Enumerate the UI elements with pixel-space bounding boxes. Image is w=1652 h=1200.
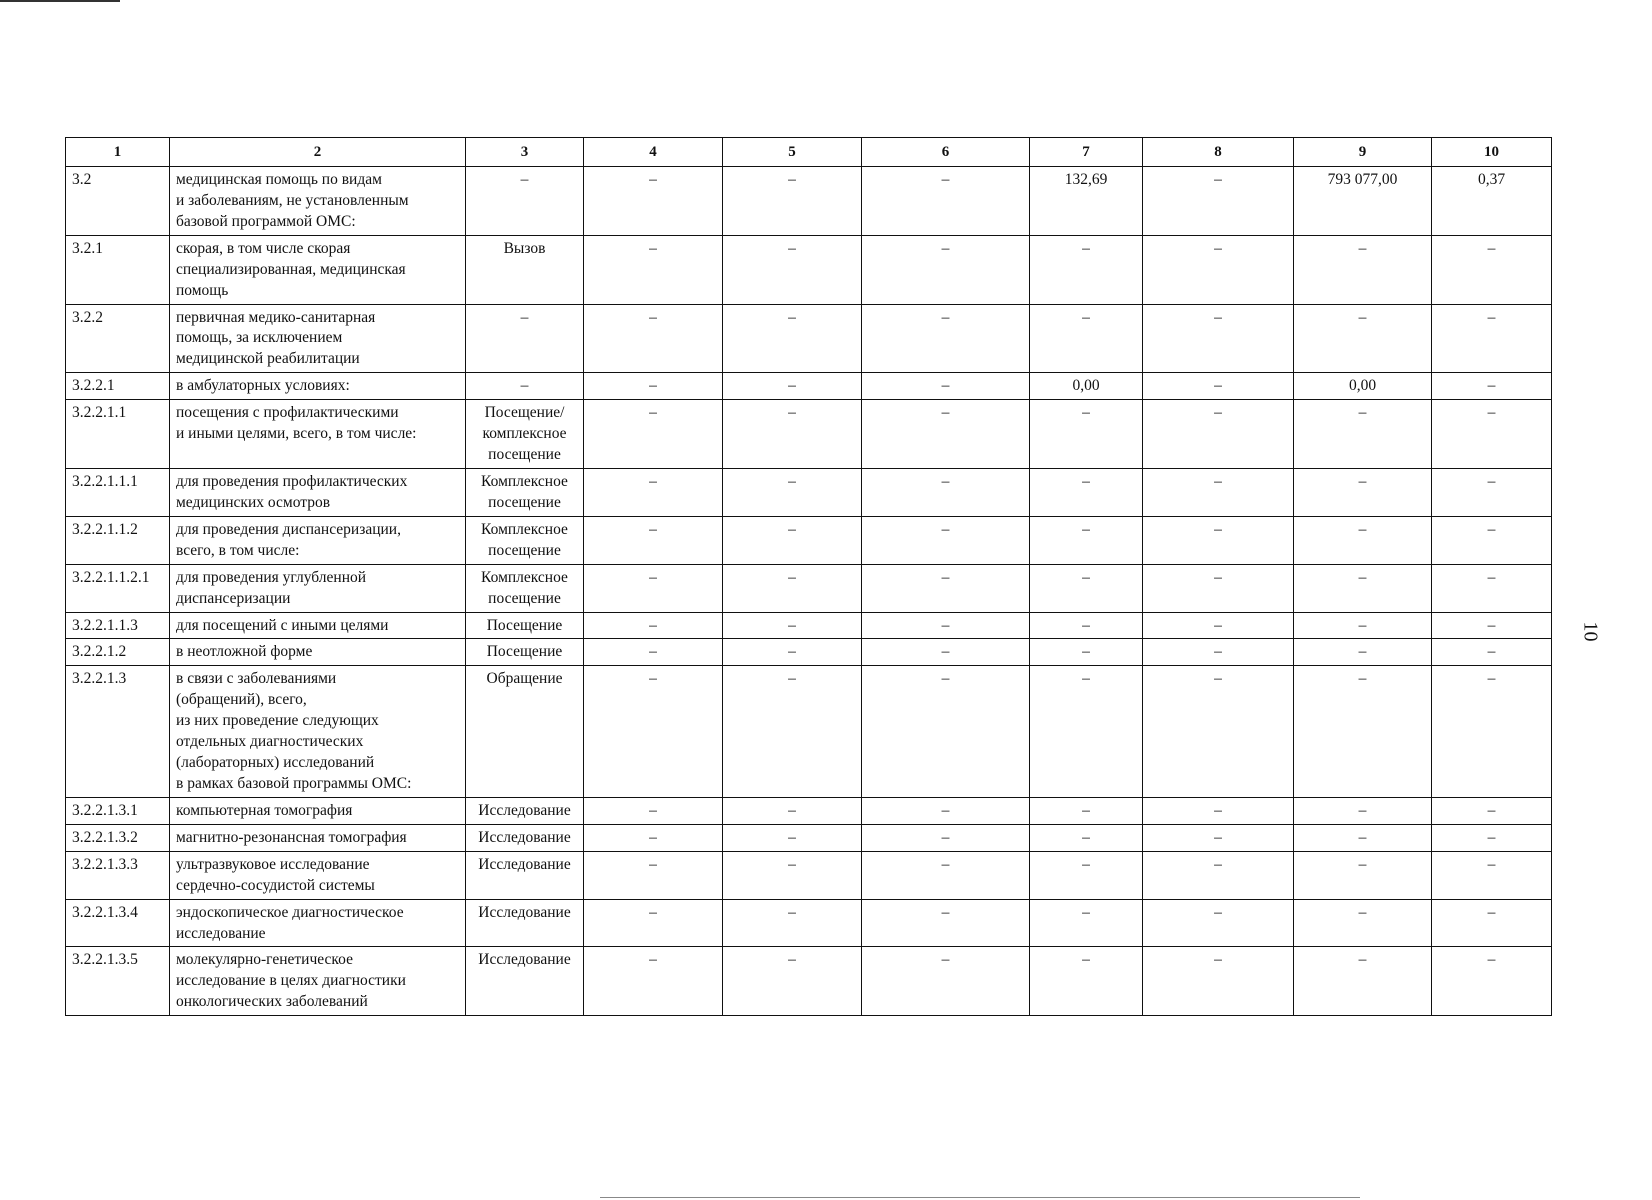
data-table <box>65 137 1552 1016</box>
page-number: 10 <box>1579 621 1602 642</box>
row-value-col-10: – <box>1432 468 1552 516</box>
row-value-col-10: – <box>1432 235 1552 304</box>
row-value-col-6: – <box>862 899 1030 947</box>
row-unit: Комплексное посещение <box>466 468 584 516</box>
row-value-col-9: 793 077,00 <box>1294 167 1432 236</box>
row-value-col-10: – <box>1432 304 1552 373</box>
row-code: 3.2.2 <box>66 304 170 373</box>
row-code: 3.2.2.1.3 <box>66 666 170 798</box>
table-row <box>66 851 1552 899</box>
row-value-col-6: – <box>862 564 1030 612</box>
table-row <box>66 400 1552 469</box>
row-value-col-8: – <box>1143 824 1294 851</box>
row-value-col-9: – <box>1294 851 1432 899</box>
column-header-9: 9 <box>1294 138 1432 167</box>
row-value-col-8: – <box>1143 564 1294 612</box>
row-value-col-5: – <box>723 851 862 899</box>
row-value-col-5: – <box>723 797 862 824</box>
row-value-col-8: – <box>1143 235 1294 304</box>
row-code: 3.2.2.1.2 <box>66 639 170 666</box>
row-value-col-10: – <box>1432 899 1552 947</box>
row-value-col-10: 0,37 <box>1432 167 1552 236</box>
row-value-col-6: – <box>862 797 1030 824</box>
row-value-col-10: – <box>1432 639 1552 666</box>
row-value-col-7: – <box>1030 304 1143 373</box>
row-unit: – <box>466 304 584 373</box>
row-value-col-6: – <box>862 373 1030 400</box>
row-value-col-7: – <box>1030 666 1143 798</box>
row-value-col-4: – <box>584 639 723 666</box>
column-header-1: 1 <box>66 138 170 167</box>
row-value-col-4: – <box>584 468 723 516</box>
row-value-col-10: – <box>1432 373 1552 400</box>
table-row <box>66 666 1552 798</box>
row-value-col-7: – <box>1030 564 1143 612</box>
row-name: первичная медико-санитарная помощь, за исключением медицинской реабилитации <box>170 304 466 373</box>
row-code: 3.2.2.1.3.1 <box>66 797 170 824</box>
table-row <box>66 639 1552 666</box>
row-value-col-9: – <box>1294 400 1432 469</box>
row-name: в амбулаторных условиях: <box>170 373 466 400</box>
row-value-col-5: – <box>723 235 862 304</box>
row-value-col-9: – <box>1294 824 1432 851</box>
table-row <box>66 564 1552 612</box>
row-value-col-8: – <box>1143 400 1294 469</box>
row-name: магнитно-резонансная томография <box>170 824 466 851</box>
table-row <box>66 468 1552 516</box>
row-code: 3.2.2.1.1.2.1 <box>66 564 170 612</box>
row-value-col-4: – <box>584 797 723 824</box>
column-header-6: 6 <box>862 138 1030 167</box>
table-row <box>66 373 1552 400</box>
row-value-col-8: – <box>1143 612 1294 639</box>
table-row <box>66 899 1552 947</box>
row-value-col-4: – <box>584 400 723 469</box>
table-row <box>66 516 1552 564</box>
column-header-8: 8 <box>1143 138 1294 167</box>
row-value-col-8: – <box>1143 797 1294 824</box>
row-value-col-6: – <box>862 666 1030 798</box>
row-value-col-6: – <box>862 947 1030 1016</box>
scan-artifact-line <box>600 1197 1360 1198</box>
row-name: для проведения профилактических медицинских осмотров <box>170 468 466 516</box>
row-value-col-5: – <box>723 304 862 373</box>
row-code: 3.2.2.1.1.1 <box>66 468 170 516</box>
column-header-4: 4 <box>584 138 723 167</box>
row-code: 3.2.2.1.3.4 <box>66 899 170 947</box>
column-header-3: 3 <box>466 138 584 167</box>
row-value-col-8: – <box>1143 516 1294 564</box>
table-row <box>66 304 1552 373</box>
row-value-col-10: – <box>1432 851 1552 899</box>
row-value-col-8: – <box>1143 639 1294 666</box>
row-value-col-5: – <box>723 468 862 516</box>
row-name: для посещений с иными целями <box>170 612 466 639</box>
row-code: 3.2.2.1.1.2 <box>66 516 170 564</box>
column-header-5: 5 <box>723 138 862 167</box>
row-unit: Исследование <box>466 947 584 1016</box>
row-value-col-5: – <box>723 899 862 947</box>
row-unit: Комплексное посещение <box>466 564 584 612</box>
row-code: 3.2.2.1 <box>66 373 170 400</box>
row-code: 3.2.2.1.3.5 <box>66 947 170 1016</box>
row-value-col-5: – <box>723 564 862 612</box>
row-unit: Посещение/ комплексное посещение <box>466 400 584 469</box>
row-code: 3.2 <box>66 167 170 236</box>
row-value-col-6: – <box>862 851 1030 899</box>
row-value-col-6: – <box>862 824 1030 851</box>
row-value-col-9: – <box>1294 468 1432 516</box>
row-unit: Посещение <box>466 639 584 666</box>
row-value-col-6: – <box>862 468 1030 516</box>
row-value-col-10: – <box>1432 516 1552 564</box>
row-unit: Комплексное посещение <box>466 516 584 564</box>
row-value-col-9: – <box>1294 564 1432 612</box>
row-value-col-4: – <box>584 516 723 564</box>
scan-artifact-line <box>0 0 120 2</box>
column-header-10: 10 <box>1432 138 1552 167</box>
row-name: для проведения углубленной диспансеризации <box>170 564 466 612</box>
row-name: для проведения диспансеризации, всего, в том числе: <box>170 516 466 564</box>
row-value-col-7: – <box>1030 851 1143 899</box>
row-value-col-5: – <box>723 666 862 798</box>
row-value-col-10: – <box>1432 797 1552 824</box>
row-value-col-7: – <box>1030 516 1143 564</box>
table-row <box>66 947 1552 1016</box>
row-value-col-7: – <box>1030 235 1143 304</box>
row-code: 3.2.2.1.1 <box>66 400 170 469</box>
table-row <box>66 797 1552 824</box>
row-value-col-8: – <box>1143 947 1294 1016</box>
column-header-7: 7 <box>1030 138 1143 167</box>
row-name: компьютерная томография <box>170 797 466 824</box>
row-unit: Вызов <box>466 235 584 304</box>
row-value-col-6: – <box>862 612 1030 639</box>
row-value-col-5: – <box>723 400 862 469</box>
row-value-col-5: – <box>723 612 862 639</box>
row-name: эндоскопическое диагностическое исследование <box>170 899 466 947</box>
row-code: 3.2.2.1.3.2 <box>66 824 170 851</box>
row-value-col-7: – <box>1030 824 1143 851</box>
row-value-col-9: – <box>1294 666 1432 798</box>
row-value-col-5: – <box>723 373 862 400</box>
table-body <box>66 167 1552 1016</box>
row-value-col-6: – <box>862 304 1030 373</box>
row-value-col-8: – <box>1143 373 1294 400</box>
row-unit: – <box>466 373 584 400</box>
row-value-col-8: – <box>1143 468 1294 516</box>
row-value-col-5: – <box>723 824 862 851</box>
row-value-col-4: – <box>584 167 723 236</box>
row-unit: Посещение <box>466 612 584 639</box>
table-row <box>66 167 1552 236</box>
row-value-col-4: – <box>584 564 723 612</box>
row-value-col-9: – <box>1294 235 1432 304</box>
row-value-col-10: – <box>1432 612 1552 639</box>
row-unit: Исследование <box>466 851 584 899</box>
row-value-col-4: – <box>584 235 723 304</box>
row-name: скорая, в том числе скорая специализированная, медицинская помощь <box>170 235 466 304</box>
row-code: 3.2.1 <box>66 235 170 304</box>
row-value-col-9: – <box>1294 639 1432 666</box>
row-value-col-10: – <box>1432 824 1552 851</box>
column-header-2: 2 <box>170 138 466 167</box>
row-value-col-7: – <box>1030 612 1143 639</box>
row-value-col-5: – <box>723 516 862 564</box>
row-value-col-9: – <box>1294 947 1432 1016</box>
row-value-col-6: – <box>862 235 1030 304</box>
row-value-col-9: 0,00 <box>1294 373 1432 400</box>
table-row <box>66 612 1552 639</box>
row-code: 3.2.2.1.3.3 <box>66 851 170 899</box>
row-value-col-4: – <box>584 612 723 639</box>
row-value-col-4: – <box>584 666 723 798</box>
row-name: посещения с профилактическими и иными целями, всего, в том числе: <box>170 400 466 469</box>
row-value-col-5: – <box>723 947 862 1016</box>
row-value-col-4: – <box>584 373 723 400</box>
row-unit: – <box>466 167 584 236</box>
row-value-col-5: – <box>723 639 862 666</box>
row-value-col-9: – <box>1294 797 1432 824</box>
row-value-col-8: – <box>1143 666 1294 798</box>
row-value-col-7: – <box>1030 947 1143 1016</box>
row-value-col-9: – <box>1294 304 1432 373</box>
row-value-col-4: – <box>584 851 723 899</box>
row-value-col-6: – <box>862 167 1030 236</box>
row-unit: Обращение <box>466 666 584 798</box>
row-value-col-4: – <box>584 899 723 947</box>
row-name: ультразвуковое исследование сердечно-сосудистой системы <box>170 851 466 899</box>
row-code: 3.2.2.1.1.3 <box>66 612 170 639</box>
row-value-col-9: – <box>1294 899 1432 947</box>
row-value-col-9: – <box>1294 612 1432 639</box>
row-value-col-7: – <box>1030 797 1143 824</box>
row-name: молекулярно-генетическое исследование в целях диагностики онкологических заболеваний <box>170 947 466 1016</box>
row-value-col-7: – <box>1030 899 1143 947</box>
row-value-col-7: – <box>1030 468 1143 516</box>
row-value-col-7: – <box>1030 400 1143 469</box>
row-value-col-4: – <box>584 304 723 373</box>
row-value-col-10: – <box>1432 400 1552 469</box>
row-name: в неотложной форме <box>170 639 466 666</box>
table-row <box>66 824 1552 851</box>
row-unit: Исследование <box>466 824 584 851</box>
row-value-col-9: – <box>1294 516 1432 564</box>
row-unit: Исследование <box>466 899 584 947</box>
row-value-col-8: – <box>1143 851 1294 899</box>
row-value-col-10: – <box>1432 666 1552 798</box>
row-value-col-6: – <box>862 400 1030 469</box>
row-value-col-10: – <box>1432 947 1552 1016</box>
row-name: в связи с заболеваниями (обращений), всего, из них проведение следующих отдельных диагностических (лабораторных) исследований в рамках базовой программы ОМС: <box>170 666 466 798</box>
row-value-col-7: 132,69 <box>1030 167 1143 236</box>
row-value-col-7: 0,00 <box>1030 373 1143 400</box>
row-value-col-6: – <box>862 639 1030 666</box>
row-value-col-7: – <box>1030 639 1143 666</box>
row-value-col-4: – <box>584 824 723 851</box>
table-row <box>66 235 1552 304</box>
row-value-col-8: – <box>1143 167 1294 236</box>
row-value-col-5: – <box>723 167 862 236</box>
row-value-col-4: – <box>584 947 723 1016</box>
row-value-col-8: – <box>1143 899 1294 947</box>
row-name: медицинская помощь по видам и заболеваниям, не установленным базовой программой ОМС: <box>170 167 466 236</box>
header-row <box>66 138 1552 167</box>
row-value-col-6: – <box>862 516 1030 564</box>
row-unit: Исследование <box>466 797 584 824</box>
row-value-col-8: – <box>1143 304 1294 373</box>
row-value-col-10: – <box>1432 564 1552 612</box>
